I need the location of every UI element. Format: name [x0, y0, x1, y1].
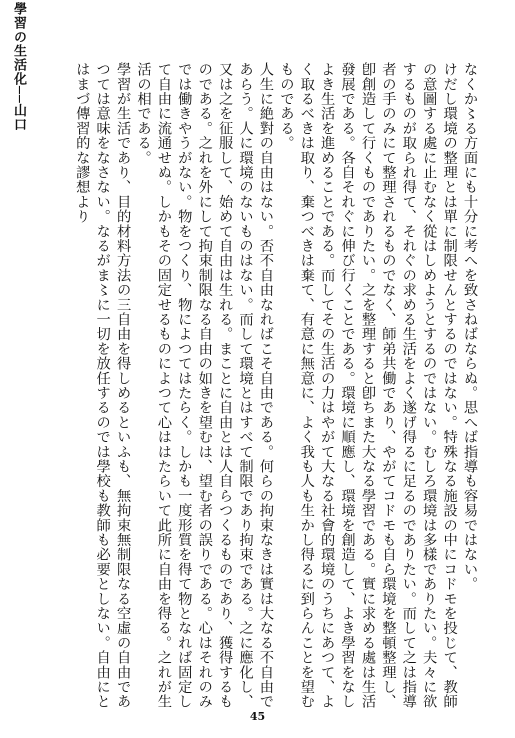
- body-text: [40, 62, 480, 712]
- running-header: 學習の生活化──山口: [11, 2, 26, 132]
- paragraph: けだし環境の整理とは單に制限せんとするのではない。特殊なる施設の中にコドモを投じて、教師の意圖する處に止むなく從はしめようとするのではない。むしろ環境は多樣でありたい。夫々に欲するものが取られ得て、それぐの求める生活をよく遂げ得るに足るのでありたい。而して之は指導者の手のみにて整理されるものでなく、師弟共働であり、やがてコドモも自ら環境を整頓整理し、卽創造して行くものでありたい。之を整理すると卽ちまた大なる學習である。實に求める處は生活發展である。各自それぐに伸び行くことである。環境に順應し、環境を創造して、よき學習をなしよき生活を進めることである。而してその生活の力はやがて大なる社會的環境のうちにあつて、よく取るべきは取り、棄つべきは棄て、有意に無意に、よく我も人も生かし得るに到らんことを望むものである。: [278, 62, 458, 709]
- page-number: 45: [249, 710, 266, 723]
- paragraph: なくか〻る方面にも十分に考へを致さねばならぬ。思へば指導も容易ではない。: [462, 62, 478, 592]
- paragraph: 人生に絶對の自由はない。否不自由なればこそ自由である。何らの拘束なきは實は大なる不自由であらう。人に環境のないものはない。而して環境とはすべて制限であり拘束である。之に應化し、又は之を征服して、始めて自由は生れる。まことに自由とは人自らつくるものであり、獲得するものである。之れを外にして拘束制限なる自由の如きを望むは、望む者の誤りである。心はそれのみでは働きやうがない。物をつくり、物によつてはたらく。しかも一度形質を得て物となれば固定して自由に流通せぬ。しかもその固定せるものによつて心ははたらいて此所に自由を得る。之れが生活の相である。: [135, 62, 274, 709]
- paragraph: 學習が生活であり、目的材料方法の三自由を得しめるといふも、無拘束無制限なる空虛の自由であつては意味をなさない。なるがま〻に一切を放任するのでは學校も教師も必要としない。自由にとはまづ傳習的な謬想より: [74, 62, 132, 709]
